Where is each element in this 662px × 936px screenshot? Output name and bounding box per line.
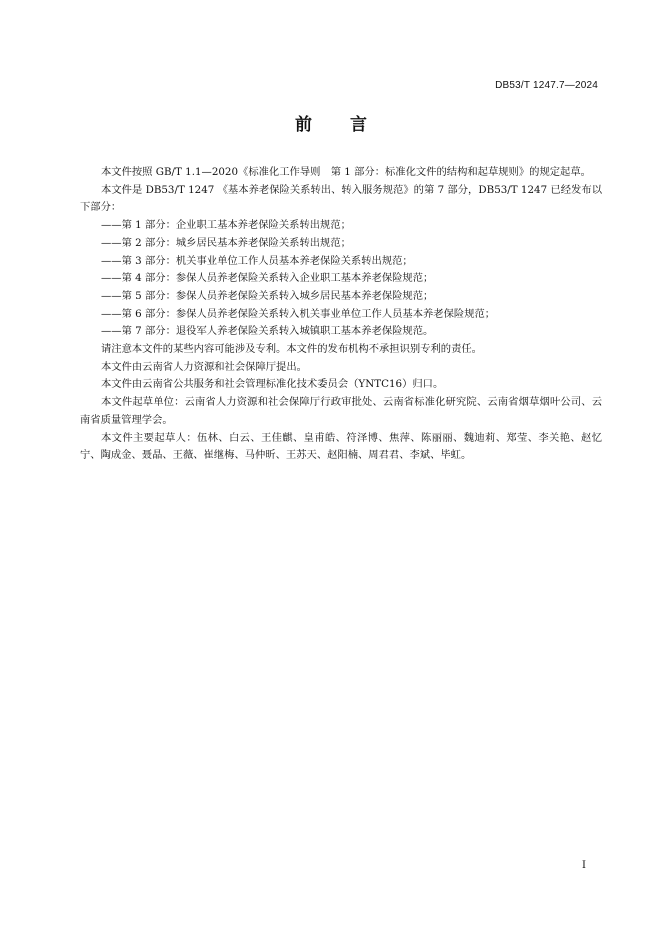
page-number: I bbox=[582, 860, 586, 871]
document-code: DB53/T 1247.7—2024 bbox=[495, 80, 598, 91]
list-item-part-6: ——第 6 部分：参保人员养老保险关系转入机关事业单位工作人员基本养老保险规范； bbox=[101, 307, 496, 320]
paragraph-proposed-by: 本文件由云南省人力资源和社会保障厅提出。 bbox=[101, 360, 307, 373]
paragraph-series-intro: 本文件是 DB53/T 1247 《基本养老保险关系转出、转入服务规范》的第 7 部分，DB53/T 1247 已经发布以下部分： bbox=[80, 183, 602, 214]
list-item-part-2: ——第 2 部分：城乡居民基本养老保险关系转出规范； bbox=[101, 236, 351, 249]
foreword-body bbox=[80, 164, 602, 465]
list-item-part-7: ——第 7 部分：退役军人养老保险关系转入城镇职工基本养老保险规范。 bbox=[101, 325, 434, 338]
paragraph-under-jurisdiction: 本文件由云南省公共服务和社会管理标准化技术委员会（YNTC16）归口。 bbox=[101, 378, 444, 391]
paragraph-patent-notice: 请注意本文件的某些内容可能涉及专利。本文件的发布机构不承担识别专利的责任。 bbox=[101, 343, 482, 356]
paragraph-drafting-basis: 本文件按照 GB/T 1.1—2020《标准化工作导则 第 1 部分：标准化文件的结构和起草规则》的规定起草。 bbox=[101, 166, 591, 178]
paragraph-drafters: 本文件主要起草人：伍林、白云、王佳麒、皇甫皓、符泽博、焦萍、陈丽丽、魏迪莉、郑莹、李关艳、赵忆宁、陶成金、聂晶、王薇、崔继梅、马仲昕、王苏天、赵阳楠、周君君、李斌、毕虹。 bbox=[80, 431, 602, 462]
page-title: 前言 bbox=[295, 115, 405, 135]
list-item-part-5: ——第 5 部分：参保人员养老保险关系转入城乡居民基本养老保险规范； bbox=[101, 289, 434, 302]
list-item-part-3: ——第 3 部分：机关事业单位工作人员基本养老保险关系转出规范； bbox=[101, 254, 413, 267]
list-item-part-1: ——第 1 部分：企业职工基本养老保险关系转出规范； bbox=[101, 219, 351, 232]
list-item-part-4: ——第 4 部分：参保人员养老保险关系转入企业职工基本养老保险规范； bbox=[101, 272, 434, 285]
paragraph-drafting-units: 本文件起草单位：云南省人力资源和社会保障厅行政审批处、云南省标准化研究院、云南省烟草烟叶公司、云南省质量管理学会。 bbox=[80, 396, 602, 426]
